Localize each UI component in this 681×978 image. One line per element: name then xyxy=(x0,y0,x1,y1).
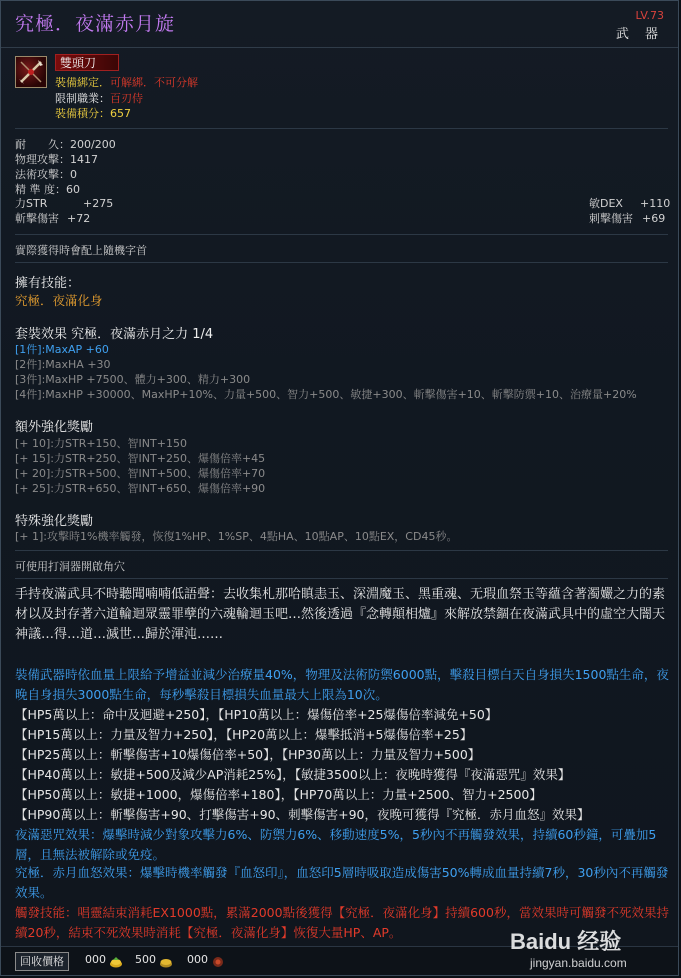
enhance-line: [+ 10]:力STR+150、智INT+150 xyxy=(15,437,187,450)
matk-label: 法術攻擊： xyxy=(15,168,70,181)
divider xyxy=(15,578,668,579)
gold-amount: 000 xyxy=(85,953,106,966)
matk-value: 0 xyxy=(70,168,77,181)
item-level: LV.73 xyxy=(635,9,664,22)
enhance-line: [+ 20]:力STR+500、智INT+500、爆傷倍率+70 xyxy=(15,467,266,480)
bind-row xyxy=(55,76,198,90)
score-label: 裝備積分： xyxy=(55,107,110,120)
skill-header: 擁有技能： xyxy=(15,276,81,291)
class-row xyxy=(55,92,143,106)
special-line: [+ 1]:攻擊時1%機率觸發，恢復1%HP、1%SP、4點HA、10點AP、10點EX，CD45秒。 xyxy=(15,530,458,543)
score-value: 657 xyxy=(110,107,131,120)
durability-row xyxy=(15,138,116,152)
hp-threshold-line: 【HP50萬以上：敏捷+1000，爆傷倍率+180】，【HP70萬以上：力量+2500、智力+2500】 xyxy=(15,787,542,802)
hp-threshold-line: 【HP90萬以上：斬擊傷害+90、打擊傷害+90、刺擊傷害+90，夜晚可獲得『究極．赤月血怒』效果】 xyxy=(15,807,590,822)
hp-threshold-line: 【HP15萬以上：力量及智力+250】，【HP20萬以上：爆擊抵消+5爆傷倍率+25】 xyxy=(15,727,473,742)
socket-note: 可使用打洞器開啟角穴 xyxy=(15,560,125,573)
sell-price-label: 回收價格 xyxy=(15,952,69,971)
score-row xyxy=(55,107,131,121)
copper-amount: 000 xyxy=(187,953,208,966)
silver-coin-icon xyxy=(159,953,173,965)
weapon-icon xyxy=(15,56,47,88)
class-label: 限制職業： xyxy=(55,92,110,105)
slash-value: +72 xyxy=(67,212,91,225)
divider xyxy=(15,550,668,551)
enhance-line: [+ 25]:力STR+650、智INT+650、爆傷倍率+90 xyxy=(15,482,266,495)
enhance-line: [+ 15]:力STR+250、智INT+250、爆傷倍率+45 xyxy=(15,452,266,465)
divider xyxy=(15,234,668,235)
item-category: 武 器 xyxy=(615,27,664,42)
weapon-type-badge: 雙頭刀 xyxy=(55,54,119,71)
class-value: 百刃侍 xyxy=(110,92,143,105)
trigger-skill: 觸發技能：唱靈結束消耗EX1000點，累滿2000點後獲得【究極．夜滿化身】持續600秒，當效果時可觸發不死效果持續20秒，結束不死效果時消耗【究極．夜滿化身】恢復大量HP、AP。 xyxy=(15,905,669,940)
blood-rage-effect: 究極．赤月血怒效果：爆擊時機率觸發『血怒印』，血怒印5層時吸取造成傷害50%轉成血量持續7秒，30秒內不再觸發效果。 xyxy=(15,865,669,900)
curse-effect: 夜滿惡咒效果：爆擊時減少對象攻擊力6%、防禦力6%、移動速度5%，5秒內不再觸發效果，持續60秒鐘，可疊加5層，且無法被解除或免疫。 xyxy=(15,827,657,862)
special-header: 特殊強化獎勵 xyxy=(15,514,94,529)
gold-coin-icon xyxy=(109,953,123,965)
accuracy-value: 60 xyxy=(66,183,80,196)
effect-description: 裝備武器時依血量上限給予增益並減少治療量40%，物理及法術防禦6000點，擊殺目標白天自身損失1500點生命，夜晚自身損失3000點生命，每秒擊殺目標損失血量最大上限為10次。 xyxy=(15,667,669,702)
set-bonus-line: [3件]:MaxHP +7500、體力+300、精力+300 xyxy=(15,373,251,386)
dex-value: +110 xyxy=(640,197,671,210)
durability-label: 耐 久： xyxy=(15,138,70,151)
str-label: 力STR xyxy=(15,197,48,210)
set-header: 套裝效果 究極．夜滿赤月之力 1/4 xyxy=(15,327,214,342)
header-divider xyxy=(1,47,678,48)
accuracy-label: 精 準 度： xyxy=(15,183,66,196)
bind-value: 可解綁．不可分解 xyxy=(110,76,198,89)
matk-row xyxy=(15,168,77,182)
silver-amount: 500 xyxy=(135,953,156,966)
patk-label: 物理攻擊： xyxy=(15,153,70,166)
hp-threshold-line: 【HP5萬以上：命中及迴避+250】，【HP10萬以上：爆傷倍率+25爆傷倍率減免+50】 xyxy=(15,707,498,722)
accuracy-row xyxy=(15,183,80,197)
slash-label: 斬擊傷害 xyxy=(15,212,59,225)
str-value: +275 xyxy=(83,197,114,210)
item-description: 手持夜滿武具不時聽聞喃喃低語聲：去收集札那哈瞋恚玉、深淵魔玉、黑重魂、无瑕血祭玉等蘊含著濁孍之力的素材以及封存著六道輪迴眾靈罪孽的六魂輪迴玉吧…然後透過『念轉顛相爐』來解放禁錮在夜滿武具中的虛空大闇天神議…得…道…滅世…歸於渾沌…… xyxy=(15,587,666,642)
item-name: 究極．夜滿赤月旋 xyxy=(15,13,176,35)
divider xyxy=(15,128,668,129)
tooltip-header xyxy=(1,1,678,47)
skill-name: 究極．夜滿化身 xyxy=(15,293,103,308)
watermark-brand: Baidu 经验 xyxy=(510,929,622,954)
pierce-value: +69 xyxy=(642,212,666,225)
enhance-header: 額外強化獎勵 xyxy=(15,420,94,435)
hp-threshold-line: 【HP25萬以上：斬擊傷害+10爆傷倍率+50】，【HP30萬以上：力量及智力+500】 xyxy=(15,747,481,762)
random-prefix-note: 實際獲得時會配上隨機字首 xyxy=(15,244,147,257)
watermark-url: jingyan.baidu.com xyxy=(530,956,627,970)
durability-value: 200/200 xyxy=(70,138,116,151)
patk-row xyxy=(15,153,98,167)
set-bonus-line: [2件]:MaxHA +30 xyxy=(15,358,111,371)
copper-coin-icon xyxy=(211,953,225,965)
pierce-label: 刺擊傷害 xyxy=(589,212,633,225)
patk-value: 1417 xyxy=(70,153,98,166)
divider xyxy=(15,262,668,263)
dex-label: 敏DEX xyxy=(589,197,623,210)
bind-label: 裝備綁定． xyxy=(55,76,110,89)
sell-price-bar xyxy=(1,946,678,975)
set-bonus-line: [1件]:MaxAP +60 xyxy=(15,343,109,356)
set-bonus-line: [4件]:MaxHP +30000、MaxHP+10%、力量+500、智力+500、敏捷+300、斬擊傷害+10、斬擊防禦+10、治療量+20% xyxy=(15,388,637,401)
hp-threshold-line: 【HP40萬以上：敏捷+500及減少AP消耗25%】，【敏捷3500以上：夜晚時獲得『夜滿惡咒』效果】 xyxy=(15,767,571,782)
